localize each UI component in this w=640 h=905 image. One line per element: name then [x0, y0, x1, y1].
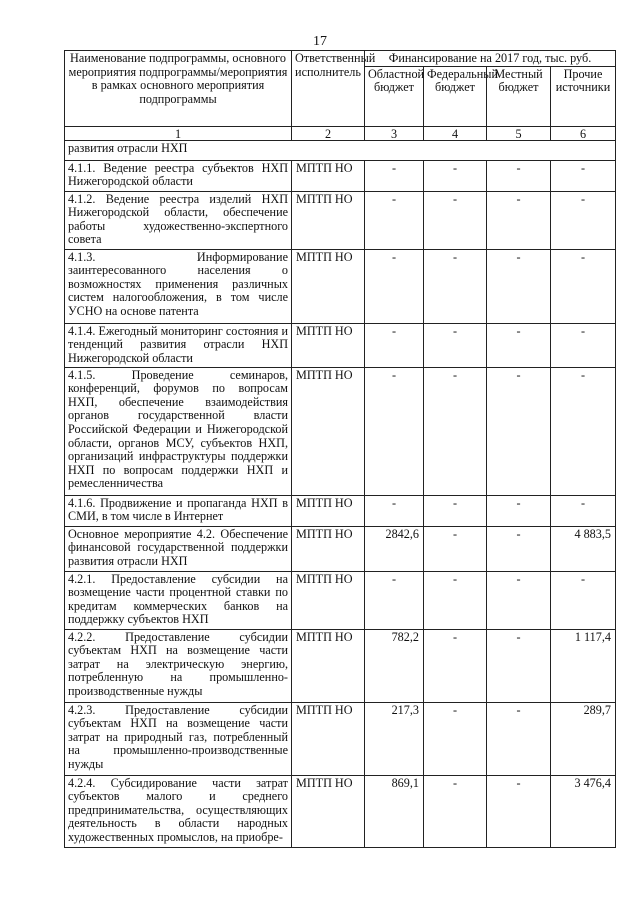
table-row — [65, 249, 616, 323]
row-other-sources: - — [551, 160, 616, 191]
row-other-sources: - — [551, 323, 616, 367]
table-row — [65, 571, 616, 629]
header-responsible: Ответственный исполнитель — [292, 51, 365, 127]
table-row — [65, 495, 616, 526]
row-local-budget: - — [487, 702, 551, 775]
row-name: 4.1.3. Информирование заинтересованного населения о возможностях применения различных систем налогообложения, в том числе УСНО на основе патента — [65, 249, 292, 323]
row-responsible: МПТП НО — [292, 191, 365, 249]
row-regional-budget: 2842,6 — [365, 526, 424, 571]
row-federal-budget: - — [424, 249, 487, 323]
table-row — [65, 702, 616, 775]
row-other-sources: 3 476,4 — [551, 775, 616, 847]
row-name: 4.1.2. Ведение реестра изделий НХП Нижегородской области, обеспечение работы художественно-экспертного совета — [65, 191, 292, 249]
row-federal-budget: - — [424, 702, 487, 775]
row-other-sources: - — [551, 571, 616, 629]
row-regional-budget: 217,3 — [365, 702, 424, 775]
row-regional-budget: 782,2 — [365, 629, 424, 702]
row-federal-budget: - — [424, 367, 487, 495]
row-name: Основное мероприятие 4.2. Обеспечение финансовой государственной поддержки развития отрасли НХП — [65, 526, 292, 571]
row-name: 4.1.1. Ведение реестра субъектов НХП Нижегородской области — [65, 160, 292, 191]
row-local-budget: - — [487, 571, 551, 629]
row-other-sources: - — [551, 495, 616, 526]
table-row — [65, 191, 616, 249]
column-number: 2 — [292, 126, 365, 140]
row-local-budget: - — [487, 191, 551, 249]
row-name: 4.2.4. Субсидирование части затрат субъектов малого и среднего предпринимательства, осуществляющих деятельность в области народных художественных промыслов, на приобре- — [65, 775, 292, 847]
row-regional-budget: - — [365, 367, 424, 495]
row-other-sources: - — [551, 249, 616, 323]
row-name: 4.2.2. Предоставление субсидии субъектам НХП на возмещение части затрат на электрическую энергию, потребленную на промышленно-производственные нужды — [65, 629, 292, 702]
row-other-sources: 4 883,5 — [551, 526, 616, 571]
row-local-budget: - — [487, 526, 551, 571]
column-number: 6 — [551, 126, 616, 140]
table-row — [65, 160, 616, 191]
row-regional-budget: - — [365, 495, 424, 526]
row-other-sources: - — [551, 191, 616, 249]
row-responsible: МПТП НО — [292, 775, 365, 847]
row-federal-budget: - — [424, 526, 487, 571]
row-local-budget: - — [487, 367, 551, 495]
row-regional-budget: 869,1 — [365, 775, 424, 847]
financing-table — [64, 50, 616, 848]
column-number: 1 — [65, 126, 292, 140]
column-number: 4 — [424, 126, 487, 140]
table-row — [65, 367, 616, 495]
header-financing-title: Финансирование на 2017 год, тыс. руб. — [365, 51, 616, 67]
row-regional-budget: - — [365, 249, 424, 323]
row-responsible: МПТП НО — [292, 629, 365, 702]
header-regional: Областной бюджет — [365, 66, 424, 126]
row-responsible: МПТП НО — [292, 526, 365, 571]
row-responsible: МПТП НО — [292, 249, 365, 323]
continuation-row: развития отрасли НХП — [65, 140, 616, 160]
header-other: Прочие источники — [551, 66, 616, 126]
row-name: 4.1.5. Проведение семинаров, конференций, форумов по вопросам НХП, обеспечение взаимодействия органов государственной власти Российской Федерации и Нижегородской области, органов МСУ, субъектов НХП, организаций инфраструктуры поддержки НХП по вопросам поддержки НХП и ремесленничества — [65, 367, 292, 495]
column-number: 3 — [365, 126, 424, 140]
table-row — [65, 323, 616, 367]
table-row — [65, 775, 616, 847]
row-federal-budget: - — [424, 191, 487, 249]
row-responsible: МПТП НО — [292, 702, 365, 775]
row-name: 4.2.3. Предоставление субсидии субъектам НХП на возмещение части затрат на природный газ, потребленный на промышленно-производственные нужды — [65, 702, 292, 775]
row-regional-budget: - — [365, 160, 424, 191]
row-other-sources: 1 117,4 — [551, 629, 616, 702]
row-regional-budget: - — [365, 571, 424, 629]
header-name: Наименование подпрограммы, основного мероприятия подпрограммы/мероприятия в рамках основного мероприятия подпрограммы — [65, 51, 292, 127]
row-local-budget: - — [487, 160, 551, 191]
row-local-budget: - — [487, 249, 551, 323]
row-federal-budget: - — [424, 571, 487, 629]
row-responsible: МПТП НО — [292, 571, 365, 629]
row-other-sources: - — [551, 367, 616, 495]
row-federal-budget: - — [424, 495, 487, 526]
column-number: 5 — [487, 126, 551, 140]
row-name: 4.1.4. Ежегодный мониторинг состояния и тенденций развития отрасли НХП Нижегородской области — [65, 323, 292, 367]
header-federal: Федеральный бюджет — [424, 66, 487, 126]
page-number: 17 — [313, 34, 327, 49]
row-federal-budget: - — [424, 629, 487, 702]
row-federal-budget: - — [424, 323, 487, 367]
row-responsible: МПТП НО — [292, 367, 365, 495]
table-row — [65, 629, 616, 702]
row-local-budget: - — [487, 323, 551, 367]
row-name: 4.1.6. Продвижение и пропаганда НХП в СМИ, в том числе в Интернет — [65, 495, 292, 526]
row-local-budget: - — [487, 629, 551, 702]
row-responsible: МПТП НО — [292, 495, 365, 526]
row-local-budget: - — [487, 775, 551, 847]
row-federal-budget: - — [424, 775, 487, 847]
row-responsible: МПТП НО — [292, 323, 365, 367]
table-row — [65, 526, 616, 571]
row-regional-budget: - — [365, 323, 424, 367]
row-responsible: МПТП НО — [292, 160, 365, 191]
row-local-budget: - — [487, 495, 551, 526]
row-federal-budget: - — [424, 160, 487, 191]
header-local: Местный бюджет — [487, 66, 551, 126]
row-other-sources: 289,7 — [551, 702, 616, 775]
row-name: 4.2.1. Предоставление субсидии на возмещение части процентной ставки по кредитам коммерческих банков на поддержку субъектов НХП — [65, 571, 292, 629]
row-regional-budget: - — [365, 191, 424, 249]
